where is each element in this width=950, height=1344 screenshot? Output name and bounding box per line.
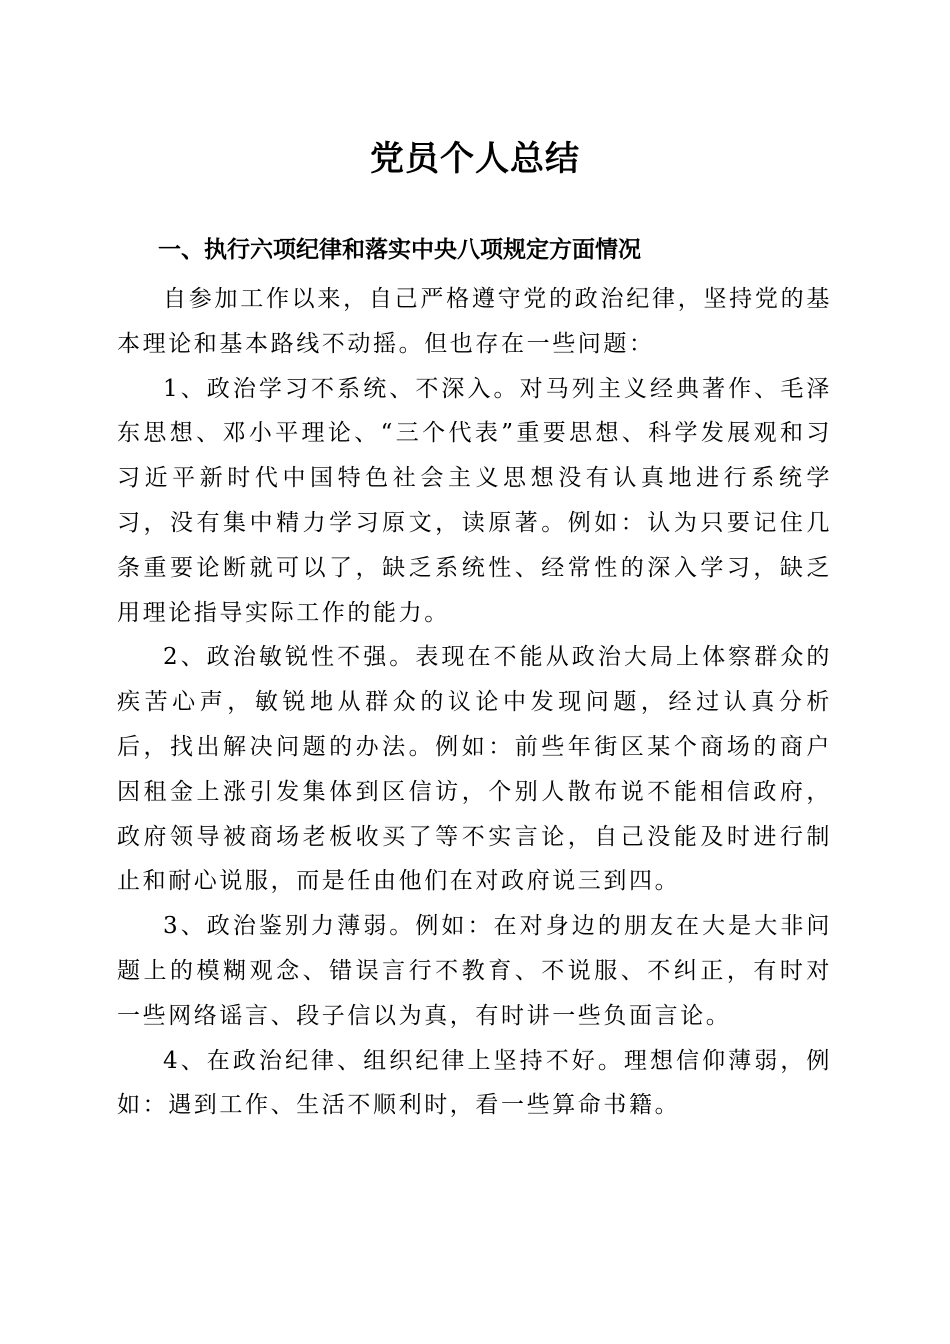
paragraph-item-3: 3、政治鉴别力薄弱。例如：在对身边的朋友在大是大非问题上的模糊观念、错误言行不教育、不说服、不纠正，有时对一些网络谣言、段子信以为真，有时讲一些负面言论。: [117, 913, 832, 1029]
section-heading: 一、执行六项纪律和落实中央八项规定方面情况: [158, 237, 641, 263]
paragraph-item-4: 4、在政治纪律、组织纪律上坚持不好。理想信仰薄弱，例如：遇到工作、生活不顺利时，看一些算命书籍。: [117, 1047, 832, 1119]
document-body: [117, 277, 832, 1128]
document-title: 党员个人总结: [370, 139, 580, 179]
paragraph-item-1: 1、政治学习不系统、不深入。对马列主义经典著作、毛泽东思想、邓小平理论、“三个代表”重要思想、科学发展观和习习近平新时代中国特色社会主义思想没有认真地进行系统学习，没有集中精力学习原文，读原著。例如：认为只要记住几条重要论断就可以了，缺乏系统性、经常性的深入学习，缺乏用理论指导实际工作的能力。: [117, 375, 832, 626]
paragraph-item-2: 2、政治敏锐性不强。表现在不能从政治大局上体察群众的疾苦心声，敏锐地从群众的议论中发现问题，经过认真分析后，找出解决问题的办法。例如：前些年街区某个商场的商户因租金上涨引发集体到区信访，个别人散布说不能相信政府，政府领导被商场老板收买了等不实言论，自己没能及时进行制止和耐心说服，而是任由他们在对政府说三到四。: [117, 644, 832, 895]
paragraph-intro: 自参加工作以来，自己严格遵守党的政治纪律，坚持党的基本理论和基本路线不动摇。但也存在一些问题：: [117, 286, 832, 357]
